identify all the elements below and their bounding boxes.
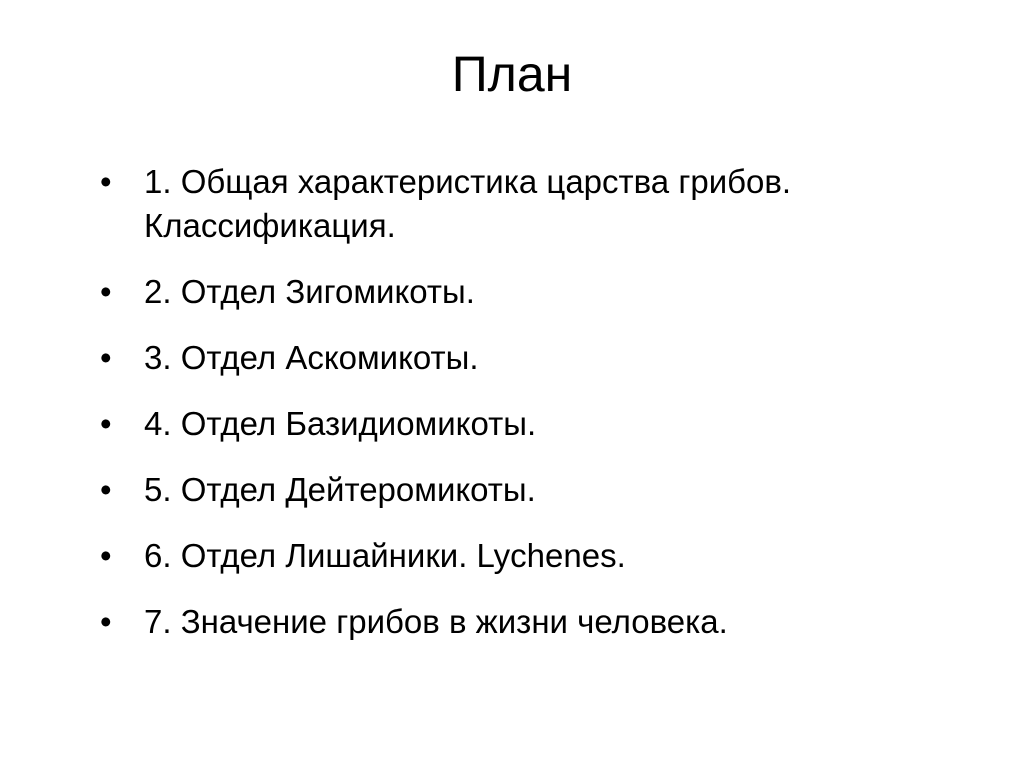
list-item-text: 2. Отдел Зигомикоты. — [144, 273, 475, 310]
list-item — [100, 600, 980, 644]
list-item — [100, 270, 980, 314]
bullet-icon: • — [100, 163, 112, 200]
list-item — [100, 402, 980, 446]
list-item-text: 3. Отдел Аскомикоты. — [144, 339, 479, 376]
list-item-text: 6. Отдел Лишайники. Lychenes. — [144, 537, 626, 574]
list-item-text: 7. Значение грибов в жизни человека. — [144, 603, 728, 640]
bullet-icon: • — [100, 471, 112, 508]
list-item — [100, 336, 980, 380]
list-item — [100, 160, 980, 248]
list-item-text: 4. Отдел Базидиомикоты. — [144, 405, 537, 442]
list-item — [100, 468, 980, 512]
bullet-icon: • — [100, 603, 112, 640]
list-item-text: 5. Отдел Дейтеромикоты. — [144, 471, 536, 508]
list-item — [100, 534, 980, 578]
list-item-text: 1. Общая характеристика царства грибов. Классификация. — [144, 163, 792, 244]
bullet-icon: • — [100, 273, 112, 310]
bullet-icon: • — [100, 405, 112, 442]
bullet-list — [100, 160, 980, 666]
bullet-icon: • — [100, 537, 112, 574]
bullet-icon: • — [100, 339, 112, 376]
slide-title: План — [451, 46, 573, 102]
